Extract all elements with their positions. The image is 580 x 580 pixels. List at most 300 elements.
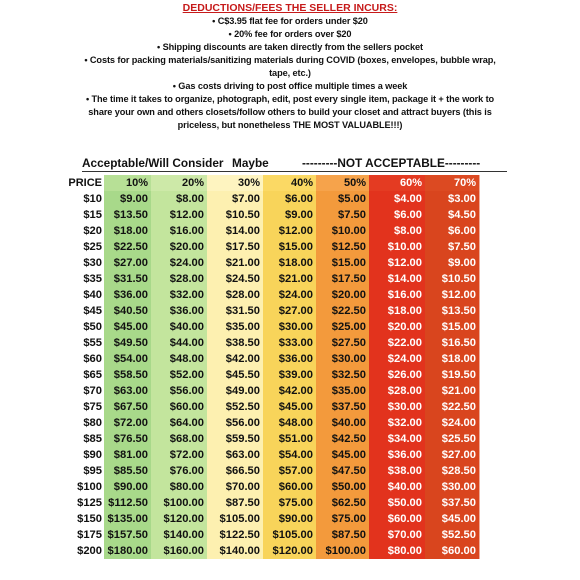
price-cell	[66, 191, 104, 207]
price-amount: $105.00	[219, 513, 260, 525]
discounted-price-cell	[369, 351, 426, 367]
discounted-price-cell	[207, 303, 264, 319]
table-row	[66, 207, 502, 224]
price-amount: $14.00	[225, 225, 260, 237]
price-cell	[66, 383, 104, 399]
price-amount: $30.00	[441, 481, 476, 493]
discounted-price-cell	[151, 431, 208, 447]
maybe-label: Maybe	[232, 156, 269, 170]
discounted-price-cell	[104, 351, 152, 367]
discounted-price-cell	[207, 463, 264, 479]
note-line: • Gas costs driving to post office multiple times a week	[172, 81, 408, 91]
note-line: • Costs for packing materials/sanitizing materials during COVID (boxes, envelopes, bubble wrap,	[84, 55, 496, 65]
discounted-price-cell	[207, 495, 264, 511]
discounted-price-cell	[316, 479, 370, 495]
price-amount: $48.00	[278, 417, 313, 429]
price-amount: $45.00	[278, 401, 313, 413]
discounted-price-cell	[151, 383, 208, 399]
discounted-price-cell	[425, 303, 480, 319]
price-cell	[66, 255, 104, 271]
price-amount: $15.00	[441, 321, 476, 333]
discounted-price-cell	[425, 367, 480, 383]
discounted-price-cell	[316, 287, 370, 303]
price-amount: $40.00	[169, 321, 204, 333]
table-row	[66, 271, 502, 288]
discounted-price-cell	[263, 239, 317, 255]
price-amount: $36.00	[278, 353, 313, 365]
price-amount: $19.50	[441, 369, 476, 381]
price-amount: $49.00	[225, 385, 260, 397]
table-header-row	[66, 175, 502, 191]
discounted-price-cell	[207, 415, 264, 431]
price-amount: $42.50	[331, 433, 366, 445]
discounted-price-cell	[369, 191, 426, 207]
price-value: $125	[77, 497, 102, 509]
discounted-price-cell	[425, 239, 480, 255]
header-underline	[82, 171, 507, 172]
discounted-price-cell	[207, 543, 264, 559]
price-value: $200	[77, 545, 102, 557]
not-acceptable-label: ---------NOT ACCEPTABLE---------	[302, 156, 481, 170]
price-value: $75	[83, 401, 102, 413]
price-value: $20	[83, 225, 102, 237]
discounted-price-cell	[263, 511, 317, 527]
price-cell	[66, 351, 104, 367]
note-line: • 20% fee for orders over $20	[228, 29, 352, 39]
percent-header	[104, 175, 152, 191]
discounted-price-cell	[316, 223, 370, 239]
percent-header	[263, 175, 317, 191]
price-amount: $3.00	[448, 193, 476, 205]
price-amount: $9.00	[285, 209, 313, 221]
price-amount: $90.00	[278, 513, 313, 525]
price-amount: $39.00	[278, 369, 313, 381]
discounted-price-cell	[369, 399, 426, 415]
discounted-price-cell	[207, 527, 264, 543]
price-amount: $49.50	[113, 337, 148, 349]
price-amount: $56.00	[225, 417, 260, 429]
discounted-price-cell	[369, 383, 426, 399]
price-cell	[66, 335, 104, 351]
discounted-price-cell	[316, 543, 370, 559]
discounted-price-cell	[263, 287, 317, 303]
price-amount: $45.50	[225, 369, 260, 381]
discounted-price-cell	[263, 271, 317, 287]
note-line: • The time it takes to organize, photograph, edit, post every single item, package it + the work to	[85, 94, 495, 104]
discounted-price-cell	[369, 367, 426, 383]
price-amount: $47.50	[331, 465, 366, 477]
price-cell	[66, 223, 104, 239]
price-cell	[66, 479, 104, 495]
price-value: $70	[83, 385, 102, 397]
discounted-price-cell	[104, 527, 152, 543]
price-amount: $45.00	[113, 321, 148, 333]
table-row	[66, 415, 502, 432]
table-row	[66, 239, 502, 256]
discounted-price-cell	[425, 271, 480, 287]
price-amount: $22.50	[113, 241, 148, 253]
price-cell	[66, 431, 104, 447]
discounted-price-cell	[369, 207, 426, 223]
discounted-price-cell	[207, 351, 264, 367]
discounted-price-cell	[369, 463, 426, 479]
table-row	[66, 383, 502, 400]
percent-header	[316, 175, 370, 191]
discounted-price-cell	[207, 511, 264, 527]
discounted-price-cell	[263, 479, 317, 495]
discounted-price-cell	[207, 319, 264, 335]
discounted-price-cell	[263, 383, 317, 399]
discounted-price-cell	[151, 271, 208, 287]
price-amount: $50.00	[331, 481, 366, 493]
price-amount: $35.00	[331, 385, 366, 397]
discounted-price-cell	[263, 447, 317, 463]
percent-label: 10%	[125, 177, 148, 189]
price-amount: $180.00	[107, 545, 148, 557]
discounted-price-cell	[207, 399, 264, 415]
discounted-price-cell	[316, 271, 370, 287]
price-value: $90	[83, 449, 102, 461]
discounted-price-cell	[104, 383, 152, 399]
table-row	[66, 287, 502, 304]
table-row	[66, 463, 502, 480]
price-amount: $42.00	[278, 385, 313, 397]
price-amount: $135.00	[107, 513, 148, 525]
price-cell	[66, 319, 104, 335]
discounted-price-cell	[104, 239, 152, 255]
price-value: $60	[83, 353, 102, 365]
price-amount: $4.00	[394, 193, 422, 205]
percent-label: 40%	[290, 177, 313, 189]
discounted-price-cell	[151, 447, 208, 463]
discounted-price-cell	[207, 255, 264, 271]
price-value: $85	[83, 433, 102, 445]
price-amount: $87.50	[331, 529, 366, 541]
price-amount: $15.00	[331, 257, 366, 269]
price-amount: $32.50	[331, 369, 366, 381]
discounted-price-cell	[425, 383, 480, 399]
table-row	[66, 511, 502, 528]
price-amount: $45.00	[441, 513, 476, 525]
note-line: • C$3.95 flat fee for orders under $20	[212, 16, 368, 26]
price-amount: $12.00	[387, 257, 422, 269]
price-amount: $33.00	[278, 337, 313, 349]
price-amount: $52.50	[225, 401, 260, 413]
price-header-label: PRICE	[68, 177, 102, 189]
price-amount: $50.00	[387, 497, 422, 509]
price-amount: $10.50	[225, 209, 260, 221]
price-value: $55	[83, 337, 102, 349]
discounted-price-cell	[151, 399, 208, 415]
price-amount: $24.00	[441, 417, 476, 429]
discounted-price-cell	[104, 255, 152, 271]
discounted-price-cell	[104, 447, 152, 463]
price-amount: $8.00	[394, 225, 422, 237]
price-amount: $12.00	[278, 225, 313, 237]
price-amount: $20.00	[331, 289, 366, 301]
discounted-price-cell	[263, 255, 317, 271]
price-amount: $81.00	[113, 449, 148, 461]
price-amount: $56.00	[169, 385, 204, 397]
discounted-price-cell	[425, 287, 480, 303]
table-row	[66, 527, 502, 544]
price-amount: $40.50	[113, 305, 148, 317]
percent-header	[151, 175, 208, 191]
price-value: $100	[77, 481, 102, 493]
discounted-price-cell	[369, 335, 426, 351]
discounted-price-cell	[425, 351, 480, 367]
discounted-price-cell	[425, 495, 480, 511]
discounted-price-cell	[425, 543, 480, 559]
discounted-price-cell	[104, 335, 152, 351]
price-value: $150	[77, 513, 102, 525]
price-amount: $68.00	[169, 433, 204, 445]
price-cell	[66, 415, 104, 431]
price-amount: $52.00	[169, 369, 204, 381]
price-amount: $6.00	[394, 209, 422, 221]
discounted-price-cell	[207, 271, 264, 287]
price-amount: $15.00	[278, 241, 313, 253]
seller-fees-notes	[0, 2, 580, 132]
discounted-price-cell	[425, 511, 480, 527]
discounted-price-cell	[207, 335, 264, 351]
price-cell	[66, 287, 104, 303]
note-line: priceless, but nonetheless THE MOST VALUABLE!!!)	[177, 120, 403, 130]
percent-header	[369, 175, 426, 191]
discounted-price-cell	[316, 431, 370, 447]
price-amount: $14.00	[387, 273, 422, 285]
acceptable-label: Acceptable/Will Consider	[82, 156, 224, 170]
discounted-price-cell	[316, 303, 370, 319]
price-amount: $60.00	[387, 513, 422, 525]
price-amount: $36.00	[113, 289, 148, 301]
discounted-price-cell	[207, 239, 264, 255]
discounted-price-cell	[151, 415, 208, 431]
discounted-price-cell	[369, 319, 426, 335]
price-amount: $7.50	[338, 209, 366, 221]
discounted-price-cell	[369, 271, 426, 287]
price-amount: $17.50	[331, 273, 366, 285]
price-amount: $52.50	[441, 529, 476, 541]
table-row	[66, 319, 502, 336]
price-amount: $20.00	[387, 321, 422, 333]
discounted-price-cell	[369, 495, 426, 511]
price-amount: $120.00	[163, 513, 204, 525]
price-amount: $12.00	[169, 209, 204, 221]
price-amount: $72.00	[113, 417, 148, 429]
price-amount: $75.00	[331, 513, 366, 525]
price-amount: $18.00	[113, 225, 148, 237]
discounted-price-cell	[425, 463, 480, 479]
price-amount: $70.00	[225, 481, 260, 493]
table-row	[66, 191, 502, 208]
discounted-price-cell	[263, 527, 317, 543]
price-amount: $70.00	[387, 529, 422, 541]
price-value: $50	[83, 321, 102, 333]
discounted-price-cell	[425, 319, 480, 335]
discounted-price-cell	[263, 319, 317, 335]
discounted-price-cell	[316, 191, 370, 207]
discounted-price-cell	[263, 543, 317, 559]
price-amount: $30.00	[387, 401, 422, 413]
price-amount: $27.00	[113, 257, 148, 269]
price-amount: $13.50	[113, 209, 148, 221]
table-row	[66, 255, 502, 272]
price-amount: $60.00	[278, 481, 313, 493]
price-amount: $12.50	[331, 241, 366, 253]
price-cell	[66, 399, 104, 415]
price-amount: $24.00	[387, 353, 422, 365]
discounted-price-cell	[263, 335, 317, 351]
discounted-price-cell	[207, 287, 264, 303]
price-amount: $13.50	[441, 305, 476, 317]
price-cell	[66, 271, 104, 287]
discounted-price-cell	[263, 431, 317, 447]
price-amount: $7.50	[448, 241, 476, 253]
price-value: $10	[83, 193, 102, 205]
price-amount: $80.00	[387, 545, 422, 557]
price-amount: $21.00	[278, 273, 313, 285]
discounted-price-cell	[316, 415, 370, 431]
price-cell	[66, 207, 104, 223]
discounted-price-cell	[104, 511, 152, 527]
discounted-price-cell	[151, 527, 208, 543]
table-row	[66, 399, 502, 416]
price-amount: $57.00	[278, 465, 313, 477]
note-line: share your own and others closets/follow others to build your closet and attract buyers (this is	[88, 107, 492, 117]
discounted-price-cell	[369, 511, 426, 527]
price-amount: $21.00	[225, 257, 260, 269]
table-row	[66, 367, 502, 384]
price-amount: $63.00	[113, 385, 148, 397]
price-amount: $100.00	[163, 497, 204, 509]
discounted-price-cell	[151, 255, 208, 271]
discounted-price-cell	[104, 415, 152, 431]
discounted-price-cell	[151, 207, 208, 223]
price-amount: $37.50	[441, 497, 476, 509]
price-amount: $54.00	[113, 353, 148, 365]
percent-header	[425, 175, 480, 191]
discounted-price-cell	[263, 367, 317, 383]
discounted-price-cell	[207, 479, 264, 495]
discounted-price-cell	[425, 447, 480, 463]
price-amount: $17.50	[225, 241, 260, 253]
discounted-price-cell	[316, 319, 370, 335]
discounted-price-cell	[104, 399, 152, 415]
price-amount: $16.50	[441, 337, 476, 349]
discounted-price-cell	[151, 191, 208, 207]
discounted-price-cell	[104, 303, 152, 319]
price-header	[66, 175, 104, 191]
discounted-price-cell	[263, 351, 317, 367]
price-amount: $10.50	[441, 273, 476, 285]
discounted-price-cell	[316, 527, 370, 543]
discounted-price-cell	[425, 255, 480, 271]
price-amount: $62.50	[331, 497, 366, 509]
discounted-price-cell	[316, 255, 370, 271]
price-amount: $157.50	[107, 529, 148, 541]
price-amount: $31.50	[113, 273, 148, 285]
table-row	[66, 447, 502, 464]
discounted-price-cell	[104, 463, 152, 479]
discounted-price-cell	[263, 191, 317, 207]
percent-header	[207, 175, 264, 191]
price-value: $65	[83, 369, 102, 381]
notes-lines	[0, 15, 580, 132]
price-value: $25	[83, 241, 102, 253]
price-amount: $42.00	[225, 353, 260, 365]
price-amount: $100.00	[325, 545, 366, 557]
price-amount: $45.00	[331, 449, 366, 461]
price-amount: $27.00	[441, 449, 476, 461]
price-amount: $27.00	[278, 305, 313, 317]
price-amount: $105.00	[272, 529, 313, 541]
price-amount: $28.00	[169, 273, 204, 285]
discounted-price-cell	[263, 495, 317, 511]
price-amount: $59.50	[225, 433, 260, 445]
price-amount: $75.00	[278, 497, 313, 509]
price-amount: $35.00	[225, 321, 260, 333]
note-line: • Shipping discounts are taken directly from the sellers pocket	[157, 42, 423, 52]
price-value: $175	[77, 529, 102, 541]
price-amount: $22.50	[441, 401, 476, 413]
discounted-price-cell	[369, 415, 426, 431]
price-amount: $16.00	[387, 289, 422, 301]
discounted-price-cell	[263, 207, 317, 223]
discounted-price-cell	[425, 191, 480, 207]
discounted-price-cell	[369, 447, 426, 463]
price-amount: $10.00	[331, 225, 366, 237]
price-amount: $21.00	[441, 385, 476, 397]
price-amount: $44.00	[169, 337, 204, 349]
price-amount: $63.00	[225, 449, 260, 461]
price-cell	[66, 527, 104, 543]
discounted-price-cell	[369, 303, 426, 319]
price-amount: $18.00	[278, 257, 313, 269]
price-amount: $140.00	[163, 529, 204, 541]
price-amount: $36.00	[169, 305, 204, 317]
discounted-price-cell	[104, 207, 152, 223]
discounted-price-cell	[104, 223, 152, 239]
price-cell	[66, 495, 104, 511]
discounted-price-cell	[151, 303, 208, 319]
discounted-price-cell	[263, 399, 317, 415]
price-value: $80	[83, 417, 102, 429]
price-cell	[66, 447, 104, 463]
discounted-price-cell	[151, 287, 208, 303]
price-cell	[66, 367, 104, 383]
discounted-price-cell	[425, 527, 480, 543]
discounted-price-cell	[425, 223, 480, 239]
price-amount: $30.00	[331, 353, 366, 365]
discounted-price-cell	[425, 207, 480, 223]
price-amount: $8.00	[176, 193, 204, 205]
discounted-price-cell	[369, 239, 426, 255]
table-row	[66, 543, 502, 560]
discounted-price-cell	[151, 479, 208, 495]
category-header	[82, 156, 512, 173]
price-amount: $40.00	[331, 417, 366, 429]
discounted-price-cell	[316, 239, 370, 255]
price-amount: $34.00	[387, 433, 422, 445]
discounted-price-cell	[207, 383, 264, 399]
price-amount: $28.00	[387, 385, 422, 397]
price-amount: $30.00	[278, 321, 313, 333]
price-amount: $67.50	[113, 401, 148, 413]
price-cell	[66, 239, 104, 255]
discounted-price-cell	[151, 223, 208, 239]
price-amount: $26.00	[387, 369, 422, 381]
